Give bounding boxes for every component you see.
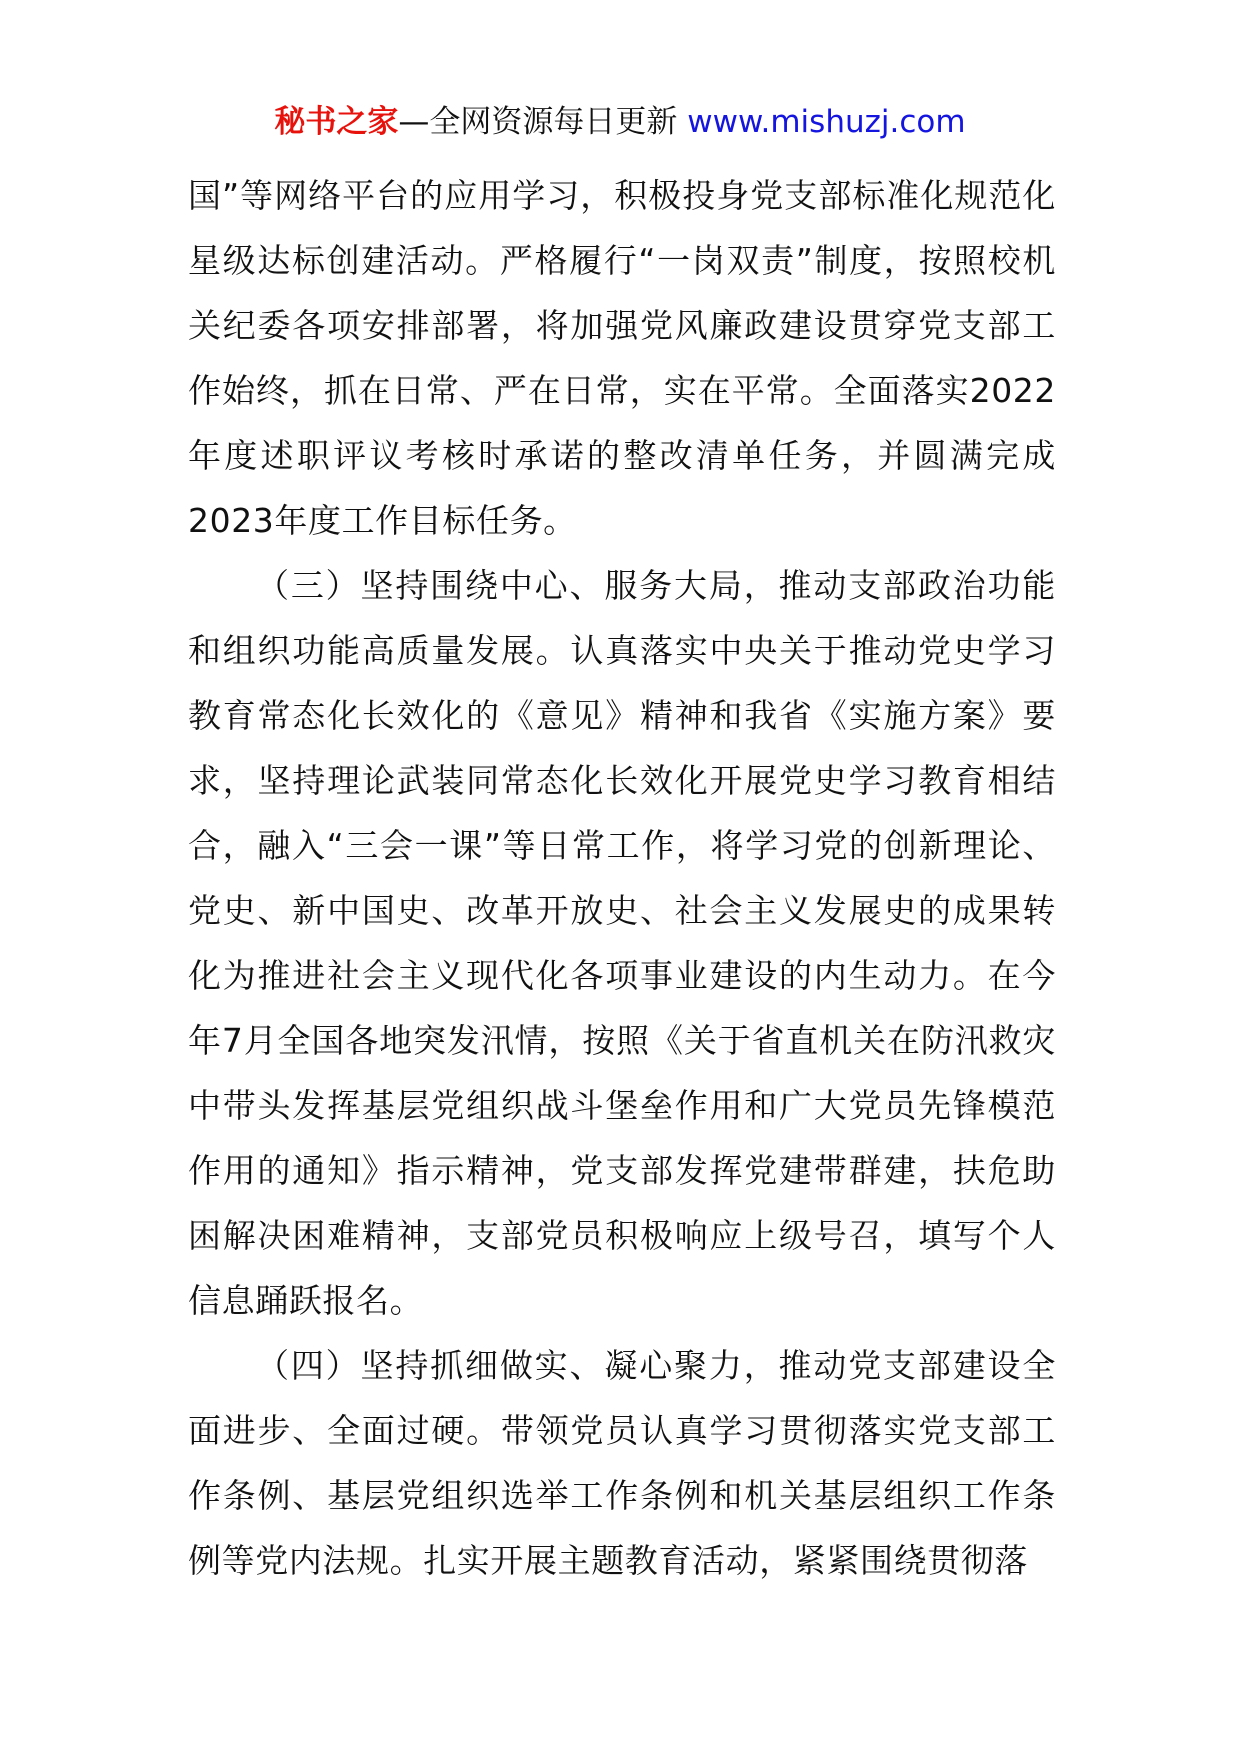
- paragraph: （三）坚持围绕中心、服务大局，推动支部政治功能和组织功能高质量发展。认真落实中央关于推动党史学习教育常态化长效化的《意见》精神和我省《实施方案》要求，坚持理论武装同常态化长效化开展党史学习教育相结合，融入“三会一课”等日常工作，将学习党的创新理论、党史、新中国史、改革开放史、社会主义发展史的成果转化为推进社会主义现代化各项事业建设的内生动力。在今年7月全国各地突发汛情，按照《关于省直机关在防汛救灾中带头发挥基层党组织战斗堡垒作用和广大党员先锋模范作用的通知》指示精神，党支部发挥党建带群建，扶危助困解决困难精神，支部党员积极响应上级号召，填写个人信息踊跃报名。: [188, 566, 1056, 1320]
- site-url-link[interactable]: www.mishuzj.com: [687, 104, 966, 140]
- paragraph: 国”等网络平台的应用学习，积极投身党支部标准化规范化星级达标创建活动。严格履行“一岗双责”制度，按照校机关纪委各项安排部署，将加强党风廉政建设贯穿党支部工作始终，抓在日常、严在日常，实在平常。全面落实2022年度述职评议考核时承诺的整改清单任务，并圆满完成2023年度工作目标任务。: [188, 176, 1056, 540]
- header-slogan: —全网资源每日更新: [398, 104, 678, 140]
- page-header: [0, 100, 1240, 144]
- document-body: [188, 163, 1056, 1593]
- brand-name: 秘书之家: [274, 104, 399, 140]
- paragraph: （四）坚持抓细做实、凝心聚力，推动党支部建设全面进步、全面过硬。带领党员认真学习贯彻落实党支部工作条例、基层党组织选举工作条例和机关基层组织工作条例等党内法规。扎实开展主题教育活动，紧紧围绕贯彻落: [188, 1346, 1056, 1580]
